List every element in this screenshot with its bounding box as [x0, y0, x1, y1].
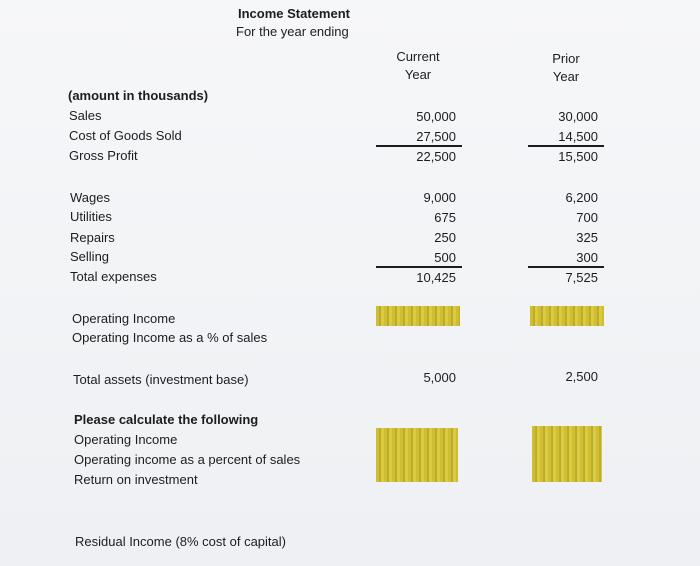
- operating-income-current-cell[interactable]: [376, 306, 460, 326]
- sales-current: 50,000: [416, 109, 456, 124]
- total-expenses-current: 10,425: [416, 270, 456, 285]
- utilities-label: Utilities: [70, 209, 112, 224]
- selling-label: Selling: [70, 249, 110, 264]
- prior-year-header-line2: Year: [552, 69, 580, 84]
- total-expenses-prior: 7,525: [565, 270, 598, 285]
- cogs-prior: 14,500: [558, 129, 598, 144]
- wages-current: 9,000: [423, 190, 456, 205]
- sales-prior: 30,000: [558, 109, 598, 124]
- residual-income-label: Residual Income (8% cost of capital): [75, 534, 286, 549]
- gross-profit-prior: 15,500: [558, 149, 598, 164]
- statement-title: Income Statement: [238, 6, 350, 21]
- operating-income-prior-cell[interactable]: [530, 306, 604, 326]
- total-expenses-label: Total expenses: [70, 269, 157, 284]
- calculate-item-return-on-investment: Return on investment: [74, 472, 198, 487]
- current-year-header-line2: Year: [404, 67, 432, 82]
- sales-label: Sales: [69, 108, 102, 123]
- utilities-prior: 700: [576, 210, 598, 225]
- calculate-heading: Please calculate the following: [74, 412, 259, 427]
- gross-profit-current: 22,500: [416, 149, 456, 164]
- repairs-current: 250: [434, 230, 456, 245]
- calculate-prior-cells[interactable]: [532, 426, 602, 482]
- current-year-header-line1: Current: [396, 49, 440, 64]
- calculate-item-operating-income-pct: Operating income as a percent of sales: [74, 452, 301, 467]
- selling-prior: 300: [576, 250, 598, 265]
- wages-label: Wages: [70, 190, 110, 205]
- cogs-current: 27,500: [416, 129, 456, 144]
- total-assets-label: Total assets (investment base): [73, 372, 249, 387]
- total-assets-prior: 2,500: [565, 369, 598, 384]
- utilities-current: 675: [434, 210, 456, 225]
- cogs-current-underline: [376, 145, 462, 147]
- operating-income-pct-label: Operating Income as a % of sales: [72, 330, 268, 345]
- wages-prior: 6,200: [565, 190, 598, 205]
- selling-prior-underline: [528, 266, 604, 268]
- prior-year-header-line1: Prior: [552, 51, 580, 66]
- operating-income-label: Operating Income: [72, 311, 176, 326]
- selling-current: 500: [434, 250, 456, 265]
- selling-current-underline: [376, 266, 462, 268]
- total-assets-current: 5,000: [423, 370, 456, 385]
- repairs-prior: 325: [576, 230, 598, 245]
- repairs-label: Repairs: [70, 230, 115, 245]
- cogs-label: Cost of Goods Sold: [69, 128, 182, 143]
- cogs-prior-underline: [528, 145, 604, 147]
- statement-subtitle: For the year ending: [236, 24, 349, 39]
- gross-profit-label: Gross Profit: [69, 148, 138, 163]
- calculate-current-cells[interactable]: [376, 428, 458, 482]
- calculate-item-operating-income: Operating Income: [74, 432, 178, 447]
- units-note: (amount in thousands): [68, 88, 209, 103]
